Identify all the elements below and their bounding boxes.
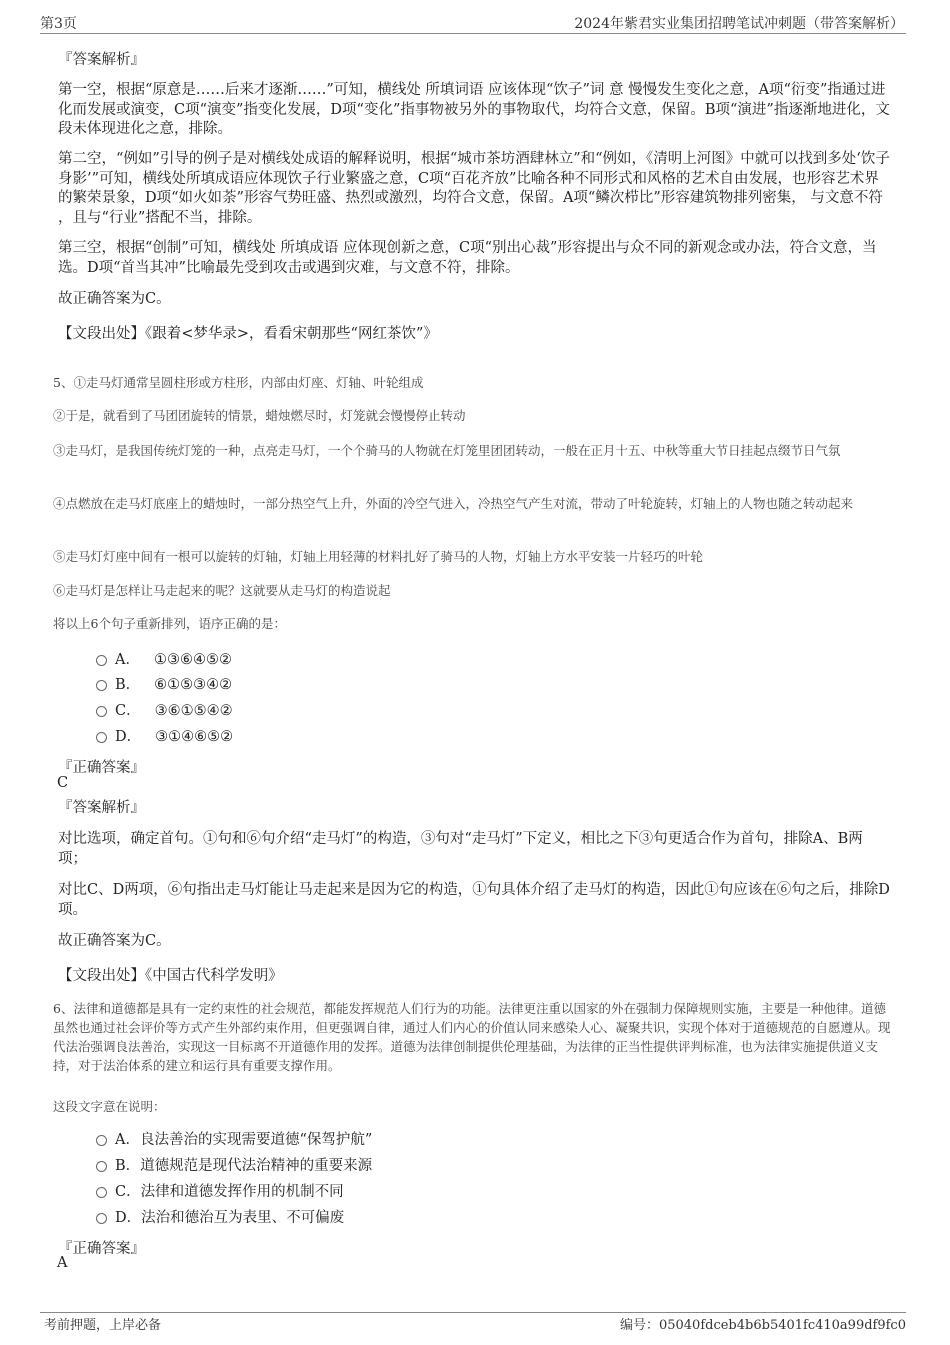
- q5-prompt: 将以上6个句子重新排列，语序正确的是：: [53, 616, 286, 631]
- radio-icon[interactable]: [96, 680, 107, 691]
- q4-analysis-label: 『答案解析』: [58, 52, 145, 68]
- q5-analysis-label: 『答案解析』: [58, 800, 145, 816]
- q6-stem: 6、法律和道德都是具有一定约束性的社会规范，都能发挥规范人们行为的功能。法律更注重以国家的外在强制力保障规则实施，主要是一种他律。道德虽然也通过社会评价等方式产生外部约束作用，但更强调自律，通过人们内心的价值认同来感染人心、凝聚共识，实现个体对于道德规范的自愿遵从。现代法治强调良法善治，实现这一目标离不开道德作用的发挥。道德为法律创制提供伦理基础，为法律的正当性提供评判标准，也为法律实施提供道义支持，对于法治体系的建立和运行具有重要支撑作用。: [53, 1001, 891, 1073]
- radio-icon[interactable]: [96, 732, 107, 743]
- header-divider: [40, 33, 906, 34]
- q5-conclusion: 故正确答案为C。: [58, 933, 171, 949]
- footer-divider: [40, 1312, 906, 1313]
- q5-source: 【文段出处】《中国古代科学发明》: [58, 968, 283, 984]
- q5-sentence-3: ③走马灯，是我国传统灯笼的一种，点亮走马灯，一个个骑马的人物就在灯笼里团团转动，一般在正月十五、中秋等重大节日挂起点缀节日气氛: [53, 443, 841, 458]
- document-title: 2024年紫君实业集团招聘笔试冲刺题（带答案解析）: [574, 16, 904, 32]
- q5-analysis-1: 对比选项，确定首句。①句和⑥句介绍“走马灯”的构造，③句对“走马灯”下定义，相比之下③句更适合作为首句，排除A、B两项；: [58, 831, 863, 867]
- document-id: 编号：05040fdceb4b6b5401fc410a99df9fc0: [619, 1318, 906, 1333]
- q5-option-c[interactable]: C． ③⑥①⑤④②: [96, 701, 233, 721]
- q4-conclusion: 故正确答案为C。: [58, 291, 171, 307]
- q4-analysis-para-2: 第二空，“例如”引导的例子是对横线处成语的解释说明，根据“城市茶坊酒肆林立”和“例如，《清明上河图》中就可以找到多处‘饮子身影’”可知，横线处所填成语应体现饮子行业繁盛之意，C项“百花齐放”比喻各种不同形式和风格的艺术自由发展，也形容艺术界的繁荣景象，D项“如火如荼”形容气势旺盛、热烈或激烈，均符合文意，保留。A项“鳞次栉比”形容建筑物排列密集， 与文意不符 ，且与“行业”搭配不当，排除。: [58, 151, 890, 226]
- q5-sentence-4: ④点燃放在走马灯底座上的蜡烛时，一部分热空气上升，外面的冷空气进入，冷热空气产生对流，带动了叶轮旋转，灯轴上的人物也随之转动起来: [53, 496, 854, 511]
- q5-sentence-1: 5、①走马灯通常呈圆柱形或方柱形，内部由灯座、灯轴、叶轮组成: [53, 375, 424, 390]
- q5-sentence-6: ⑥走马灯是怎样让马走起来的呢？这就要从走马灯的构造说起: [53, 583, 391, 598]
- radio-icon[interactable]: [96, 655, 107, 666]
- q6-option-c[interactable]: C． 法律和道德发挥作用的机制不同: [96, 1182, 344, 1202]
- q5-answer: C: [57, 775, 69, 791]
- q5-sentence-2: ②于是，就看到了马团团旋转的情景，蜡烛燃尽时，灯笼就会慢慢停止转动: [53, 408, 466, 423]
- q6-prompt: 这段文字意在说明：: [53, 1099, 166, 1114]
- q6-option-a[interactable]: A． 良法善治的实现需要道德“保驾护航”: [96, 1130, 372, 1150]
- q6-answer: A: [57, 1255, 68, 1271]
- q6-option-b[interactable]: B． 道德规范是现代法治精神的重要来源: [96, 1156, 372, 1176]
- radio-icon[interactable]: [96, 706, 107, 717]
- radio-icon[interactable]: [96, 1187, 107, 1198]
- q5-answer-label: 『正确答案』: [58, 760, 145, 776]
- q4-analysis-para-3: 第三空，根据“创制”可知，横线处 所填成语 应体现创新之意，C项“别出心裁”形容提出与众不同的新观念或办法，符合文意，当选。D项“首当其冲”比喻最先受到攻击或遇到灾难，与文意不符，排除。: [58, 240, 877, 276]
- q5-option-b[interactable]: B． ⑥①⑤③④②: [96, 675, 232, 695]
- q5-option-a[interactable]: A． ①③⑥④⑤②: [96, 650, 232, 670]
- q4-source: 【文段出处】《跟着<梦华录>，看看宋朝那些“网红茶饮”》: [58, 326, 438, 342]
- footer-slogan: 考前押题，上岸必备: [44, 1318, 162, 1333]
- radio-icon[interactable]: [96, 1161, 107, 1172]
- q5-analysis-2: 对比C、D两项，⑥句指出走马灯能让马走起来是因为它的构造，①句具体介绍了走马灯的构造，因此①句应该在⑥句之后，排除D项。: [58, 882, 890, 918]
- radio-icon[interactable]: [96, 1135, 107, 1146]
- page-number: 第3页: [40, 16, 77, 32]
- q5-sentence-5: ⑤走马灯灯座中间有一根可以旋转的灯轴，灯轴上用轻薄的材料扎好了骑马的人物，灯轴上方水平安装一片轻巧的叶轮: [53, 549, 704, 564]
- radio-icon[interactable]: [96, 1213, 107, 1224]
- q6-option-d[interactable]: D． 法治和德治互为表里、不可偏废: [96, 1208, 344, 1228]
- q6-answer-label: 『正确答案』: [58, 1241, 145, 1257]
- q4-analysis-para-1: 第一空，根据“原意是……后来才逐渐……”可知，横线处 所填词语 应该体现“饮子”词 意 慢慢发生变化之意，A项“衍变”指通过进化而发展或演变，C项“演变”指变化发展，D项“变化”指事物被另外的事物取代，均符合文意，保留。B项“演进”指逐渐地进化，文段未体现进化之意，排除。: [58, 82, 890, 137]
- q5-option-d[interactable]: D． ③①④⑥⑤②: [96, 727, 233, 747]
